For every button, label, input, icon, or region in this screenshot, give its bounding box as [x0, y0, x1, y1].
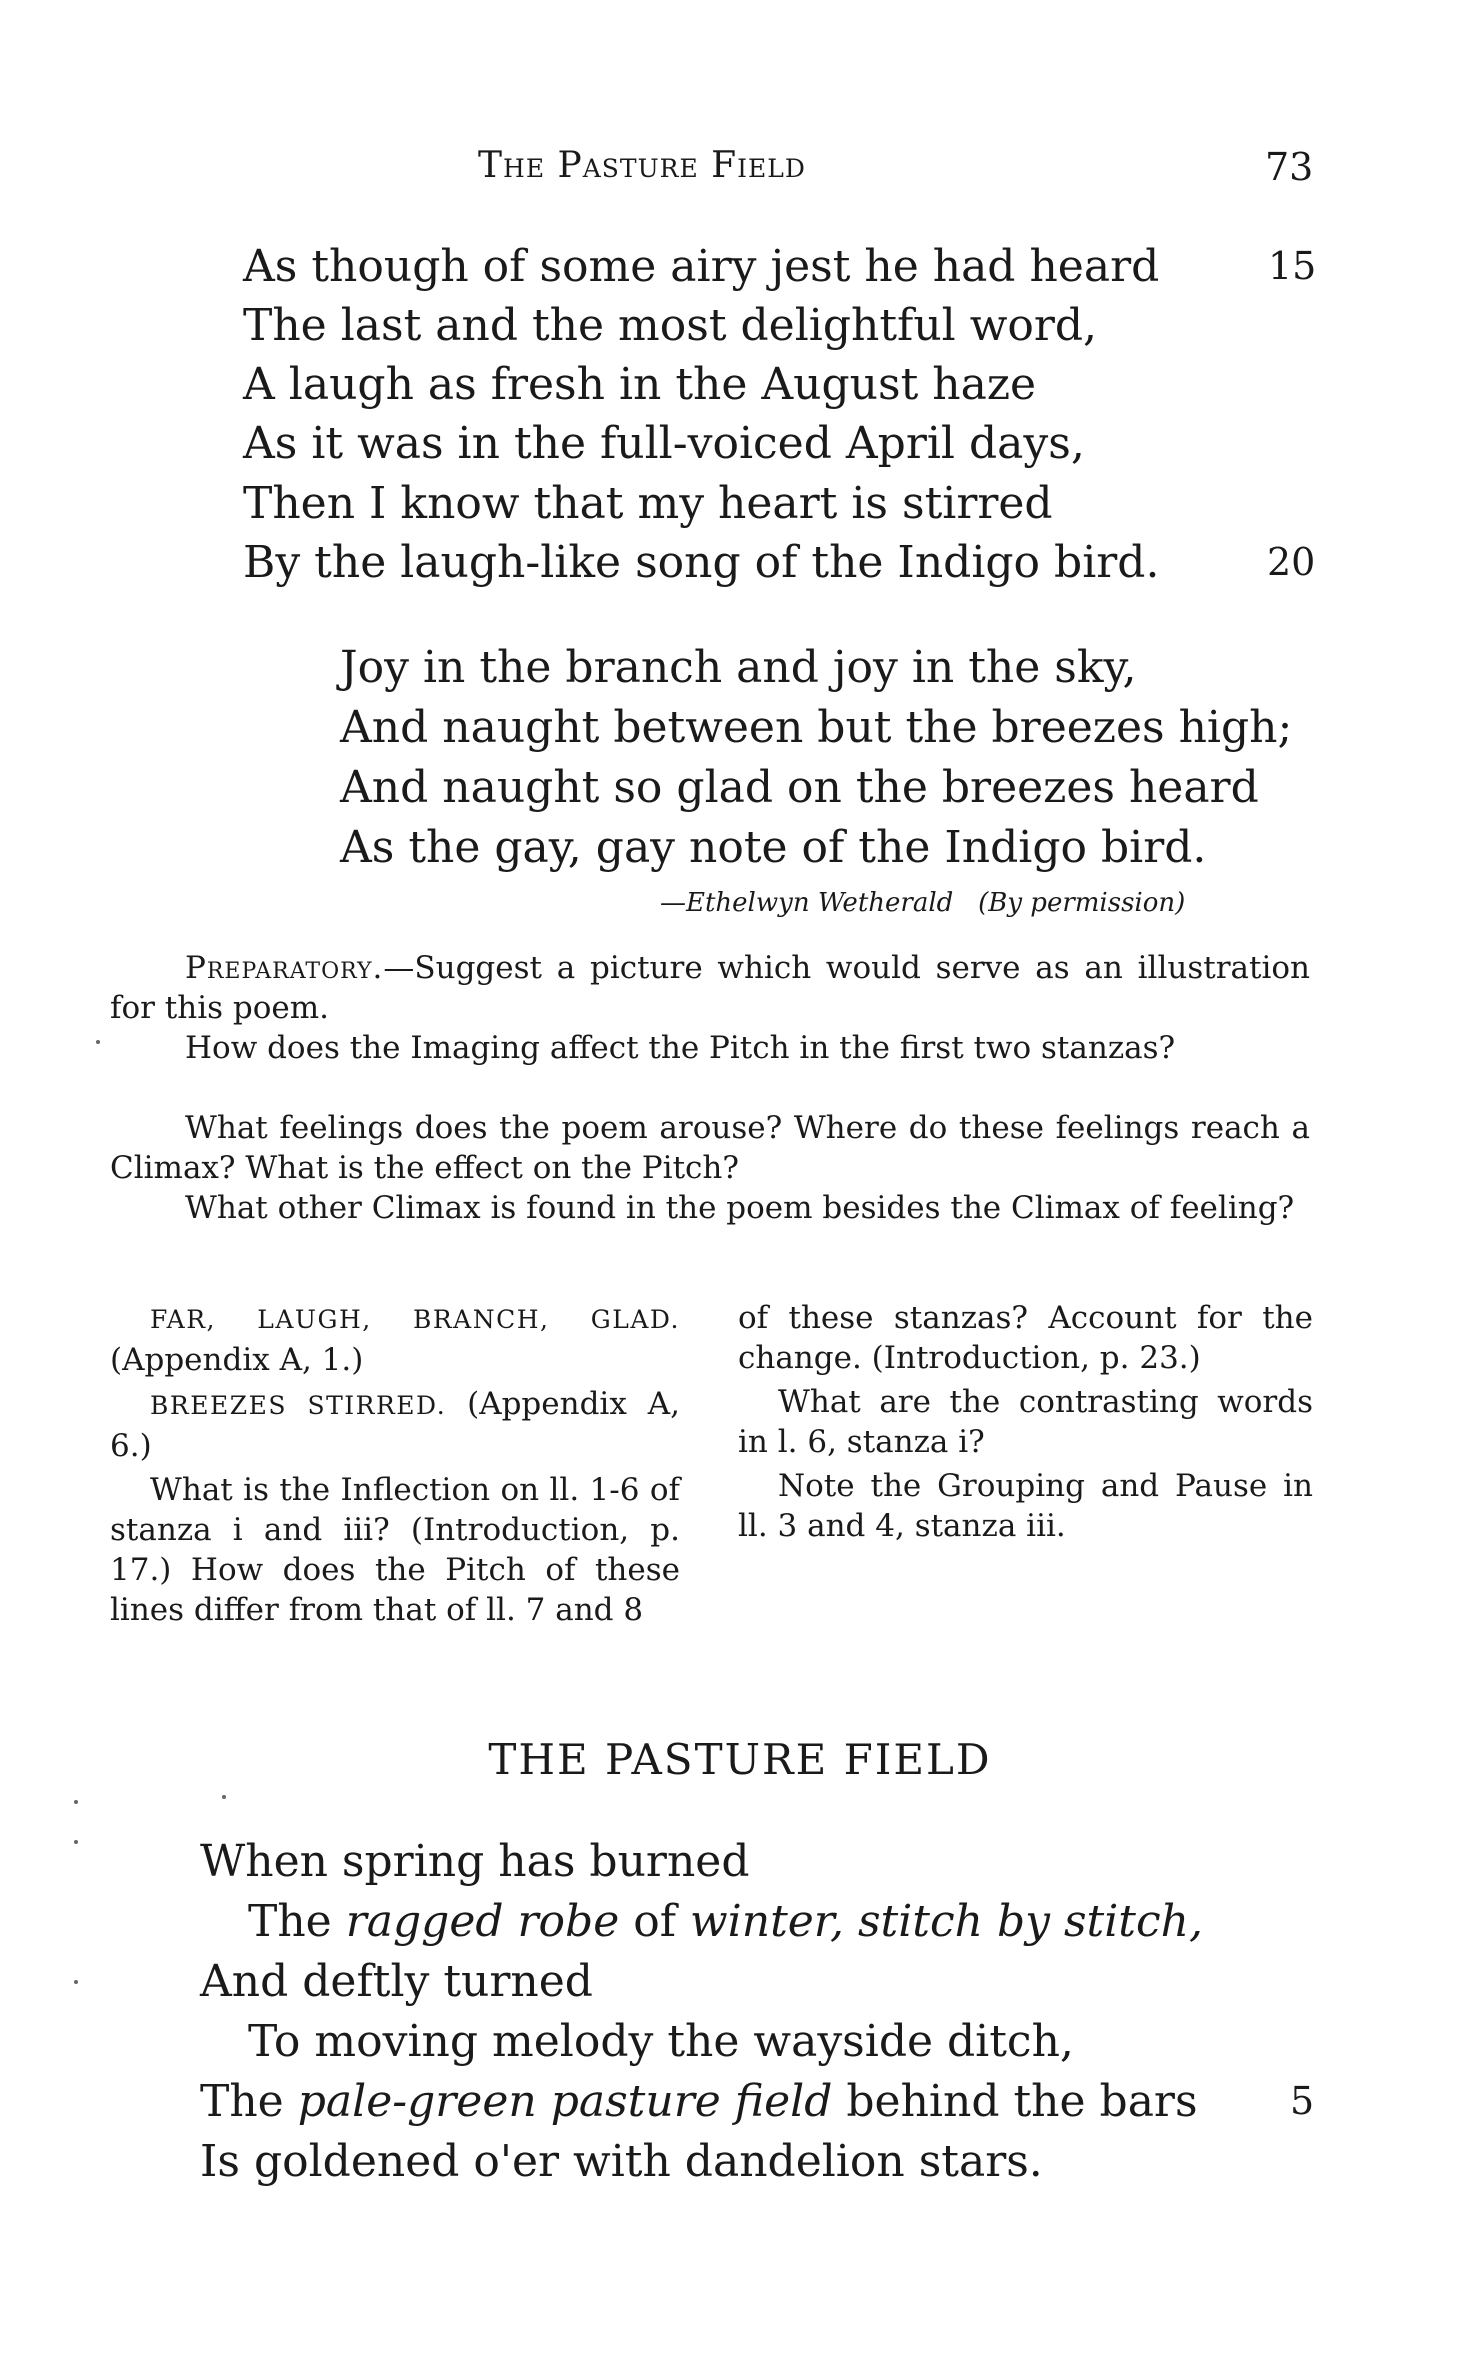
running-title: The Pasture Field — [478, 145, 806, 186]
note-question — [738, 1466, 1313, 1546]
poem-line: By the laugh-like song of the Indigo bird. — [243, 537, 1160, 588]
question-text: How does the Imaging affect the Pitch in the first two stanzas? — [185, 1030, 1176, 1066]
question-text: What feelings does the poem arouse? Where do these feelings reach a Climax? What is the effect on the Pitch? — [110, 1110, 1310, 1186]
notes-left-column — [110, 1298, 680, 1634]
note-word-study — [110, 1384, 680, 1466]
poem-line: Then I know that my heart is stirred — [243, 478, 1053, 529]
poem-line: As though of some airy jest he had heard — [243, 241, 1160, 292]
question-paragraph — [110, 1188, 1310, 1228]
poem-line: And deftly turned — [200, 1956, 593, 2007]
print-speck — [222, 1795, 226, 1799]
poem-title: THE PASTURE FIELD — [488, 1735, 992, 1784]
note-text: Note the Grouping and Pause in ll. 3 and 4, stanza iii. — [738, 1468, 1313, 1544]
note-words: FAR, LAUGH, BRANCH, GLAD. — [150, 1305, 680, 1334]
notes-right-column — [738, 1298, 1313, 1550]
print-speck — [74, 1840, 78, 1844]
poem-line: Joy in the branch and joy in the sky, — [340, 642, 1137, 693]
print-speck — [74, 1800, 78, 1804]
page-number: 73 — [1265, 145, 1314, 189]
question-paragraph — [110, 1108, 1310, 1188]
poem-line: As the gay, gay note of the Indigo bird. — [340, 822, 1207, 873]
line-number: 5 — [1290, 2079, 1315, 2123]
note-text: What are the contrasting words in l. 6, stanza i? — [738, 1384, 1313, 1460]
poem-line: A laugh as fresh in the August haze — [243, 359, 1037, 410]
poem-line: As it was in the full-voiced April days, — [243, 418, 1085, 469]
attribution-author: —Ethelwyn Wetherald — [660, 888, 954, 918]
note-reference: (Appendix A, 6.) — [110, 1386, 680, 1464]
preparatory-paragraph — [110, 948, 1310, 1028]
poem-line: The last and the most delightful word, — [243, 300, 1098, 351]
preparatory-label: Preparatory. — [185, 950, 384, 986]
note-question — [738, 1382, 1313, 1462]
poem-line: When spring has burned — [200, 1836, 750, 1887]
note-word-study — [110, 1298, 680, 1380]
note-words: BREEZES STIRRED. — [150, 1391, 447, 1420]
line-number: 15 — [1268, 244, 1317, 288]
attribution-permission: (By permission) — [978, 888, 1186, 918]
running-head — [0, 145, 1480, 195]
line-number: 20 — [1267, 540, 1316, 584]
print-speck — [96, 1040, 100, 1044]
preparatory-text: —Suggest a picture which would serve as an illustration for this poem. — [110, 950, 1310, 1026]
question-paragraph — [110, 1028, 1310, 1068]
note-reference: (Appendix A, 1.) — [110, 1342, 364, 1378]
poem-line: The pale-green pasture field behind the bars — [200, 2076, 1198, 2127]
poem-line: To moving melody the wayside ditch, — [248, 2016, 1074, 2067]
note-question — [738, 1298, 1313, 1378]
note-text: What is the Inflection on ll. 1-6 of stanza i and iii? (Introduction, p. 17.) How does the Pitch of these lines differ from that of ll. 7 and 8 — [110, 1472, 680, 1628]
question-text: What other Climax is found in the poem besides the Climax of feeling? — [185, 1190, 1295, 1226]
poem-line: The ragged robe of winter, stitch by stitch, — [248, 1896, 1203, 1947]
poem-line: Is goldened o'er with dandelion stars. — [200, 2136, 1043, 2187]
print-speck — [74, 1980, 78, 1984]
note-question — [110, 1470, 680, 1630]
note-text: of these stanzas? Account for the change. (Introduction, p. 23.) — [738, 1300, 1313, 1376]
poem-line: And naught between but the breezes high; — [340, 702, 1293, 753]
attribution — [660, 888, 1185, 918]
poem-line: And naught so glad on the breezes heard — [340, 762, 1259, 813]
